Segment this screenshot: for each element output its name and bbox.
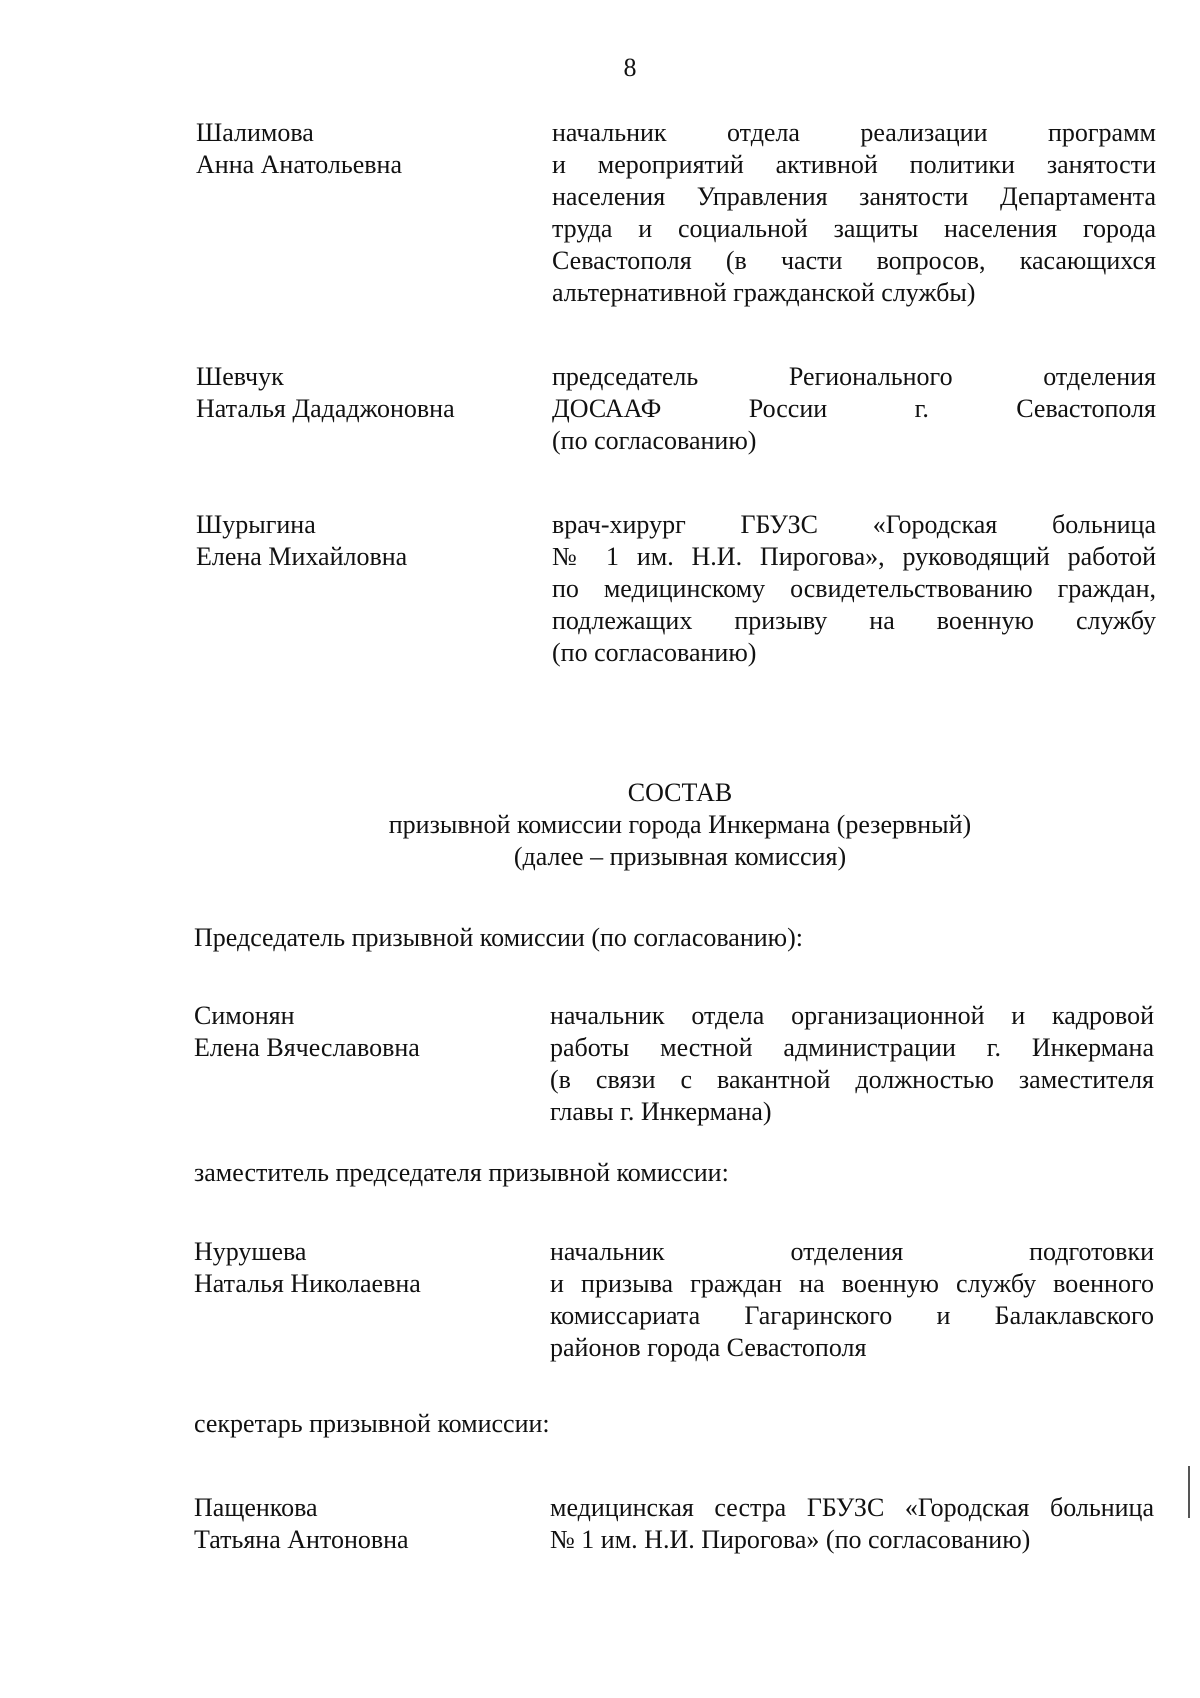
position-line: № 1 им. Н.И. Пирогова», руководящий работой bbox=[552, 542, 1156, 571]
position-line: председатель Регионального отделения bbox=[552, 362, 1156, 391]
secretary-label: секретарь призывной комиссии: bbox=[194, 1409, 550, 1438]
position-line: альтернативной гражданской службы) bbox=[552, 278, 976, 307]
position-line: (по согласованию) bbox=[552, 426, 757, 455]
composition-note: (далее – призывная комиссия) bbox=[513, 842, 847, 871]
member-position bbox=[550, 1492, 1154, 1556]
position-line: медицинская сестра ГБУЗС «Городская больница bbox=[550, 1493, 1154, 1522]
composition-subtitle: призывной комиссии города Инкермана (резервный) bbox=[388, 810, 972, 839]
member-given-names: Елена Михайловна bbox=[196, 542, 408, 571]
position-line: и призыва граждан на военную службу военного bbox=[550, 1269, 1154, 1298]
member-name bbox=[194, 1236, 514, 1300]
member-surname: Шурыгина bbox=[196, 510, 316, 539]
member-surname: Пащенкова bbox=[194, 1493, 318, 1522]
member-given-names: Елена Вячеславовна bbox=[194, 1033, 420, 1062]
member-name bbox=[196, 117, 516, 181]
member-given-names: Анна Анатольевна bbox=[196, 150, 402, 179]
member-position bbox=[552, 361, 1156, 457]
position-line: начальник отделения подготовки bbox=[550, 1237, 1154, 1266]
position-line: районов города Севастополя bbox=[550, 1333, 867, 1362]
position-line: главы г. Инкермана) bbox=[550, 1097, 772, 1126]
position-line: ДОСААФ России г. Севастополя bbox=[552, 394, 1156, 423]
member-surname: Шевчук bbox=[196, 362, 284, 391]
position-line: начальник отдела реализации программ bbox=[552, 118, 1156, 147]
member-position bbox=[550, 1000, 1154, 1128]
member-surname: Нурушева bbox=[194, 1237, 307, 1266]
composition-title: СОСТАВ bbox=[627, 778, 733, 807]
member-name bbox=[196, 509, 516, 573]
position-line: (в связи с вакантной должностью заместителя bbox=[550, 1065, 1154, 1094]
member-position bbox=[552, 117, 1156, 309]
composition-heading bbox=[250, 777, 1110, 873]
page-number: 8 bbox=[623, 53, 637, 82]
position-line: населения Управления занятости Департамента bbox=[552, 182, 1156, 211]
position-line: (по согласованию) bbox=[552, 638, 757, 667]
member-given-names: Татьяна Антоновна bbox=[194, 1525, 409, 1554]
position-line: труда и социальной защиты населения города bbox=[552, 214, 1156, 243]
position-line: по медицинскому освидетельствованию граждан, bbox=[552, 574, 1156, 603]
member-surname: Симонян bbox=[194, 1001, 295, 1030]
scan-margin-mark bbox=[1188, 1466, 1190, 1518]
member-given-names: Наталья Николаевна bbox=[194, 1269, 421, 1298]
deputy-label: заместитель председателя призывной комиссии: bbox=[194, 1158, 729, 1187]
member-surname: Шалимова bbox=[196, 118, 314, 147]
position-line: Севастополя (в части вопросов, касающихся bbox=[552, 246, 1156, 275]
chairman-label: Председатель призывной комиссии (по согласованию): bbox=[194, 923, 803, 952]
member-position bbox=[552, 509, 1156, 669]
member-given-names: Наталья Дададжоновна bbox=[196, 394, 455, 423]
position-line: № 1 им. Н.И. Пирогова» (по согласованию) bbox=[550, 1525, 1031, 1554]
position-line: работы местной администрации г. Инкермана bbox=[550, 1033, 1154, 1062]
position-line: комиссариата Гагаринского и Балаклавского bbox=[550, 1301, 1154, 1330]
position-line: врач-хирург ГБУЗС «Городская больница bbox=[552, 510, 1156, 539]
member-name bbox=[194, 1492, 514, 1556]
position-line: подлежащих призыву на военную службу bbox=[552, 606, 1156, 635]
position-line: начальник отдела организационной и кадровой bbox=[550, 1001, 1154, 1030]
member-name bbox=[194, 1000, 514, 1064]
member-position bbox=[550, 1236, 1154, 1364]
position-line: и мероприятий активной политики занятости bbox=[552, 150, 1156, 179]
member-name bbox=[196, 361, 516, 425]
